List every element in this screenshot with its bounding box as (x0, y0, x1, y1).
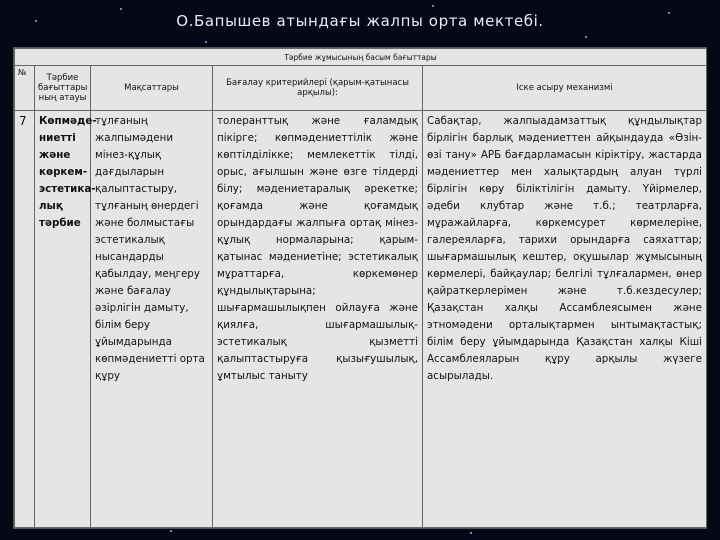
header-mechanism: Іске асыру механизмі (423, 66, 707, 111)
star-dot (470, 532, 472, 534)
star-dot (205, 41, 207, 43)
row-direction: Көпмәде-ниетті және көркем-эстетика-лық тәрбие (35, 111, 91, 528)
page-title: О.Бапышев атындағы жалпы орта мектебі. (176, 12, 544, 30)
row-number: 7 (15, 111, 35, 528)
star-dot (432, 5, 434, 7)
header-goals: Мақсаттары (91, 66, 213, 111)
row-goals: тұлғаның жалпымәдени мінез-құлық дағдыларын қалыптастыру, тұлғаның өнердегі және болмыстағы эстетикалық нысандарды қабылдау, меңгеру және бағалау әзірлігін дамыту, білім беру ұйымдарында көпмәдениетті орта құру (91, 111, 213, 528)
star-dot (585, 36, 587, 38)
header-number: № (15, 66, 35, 111)
star-dot (170, 530, 172, 532)
directions-table-container (13, 47, 707, 529)
table-header-row (15, 66, 707, 111)
header-direction: Тәрбие бағыттары ның атауы (35, 66, 91, 111)
header-criteria: Бағалау критерийлері (қарым-қатынасы арқылы): (213, 66, 423, 111)
directions-table (14, 48, 707, 528)
row-mechanism: Сабақтар, жалпыадамзаттық құндылықтар бірлігін барлық мәдениеттен айқындауда «Өзін-өзі тану» АРБ бағдарламасын кіріктіру, жастарда мәдениеттер мен халықтардың алуан түрлі бірлігін көру біліктілігін дамыту. Үйірмелер, әдеби клубтар және т.б.; театрларға, мұражайларға, көркемсурет көрмелеріне, галереяларға, тарихи орындарға саяхаттар; шығармашылық кештер, оқушылар жұмысының көрмелері, байқаулар; белгілі тұлғалармен, өнер қайраткерлерімен және т.б.кездесулер; Қазақстан халқы Ассамблеясымен және этномәдени орталықтармен ынтымақтастық; білім беру ұйымдарында Қазақстан халқы Кіші Ассамблеяларын құру арқылы жүзеге асырылады. (423, 111, 707, 528)
star-dot (120, 8, 122, 10)
table-row (15, 111, 707, 528)
table-caption: Тәрбие жұмысының басым бағыттары (15, 49, 707, 66)
row-criteria: толеранттық және ғаламдық пікірге; көпмәдениеттілік және көптілділікке; мемлекеттік тілді, орыс, ағылшын және өзге тілдерді білу; мәдениетаралық әрекетке; қоғамда және қоғамдық орындардағы жалпыға ортақ мінез-құлық нормаларына; қарым-қатынас мәдениетіне; эстетикалық мұраттарға, көркемөнер құндылықтарына; шығармашылықпен ойлауға және қиялға, шығармашылық-эстетикалық қызметті қалыптастыруға қызығушылық, ұмтылыс таныту (213, 111, 423, 528)
